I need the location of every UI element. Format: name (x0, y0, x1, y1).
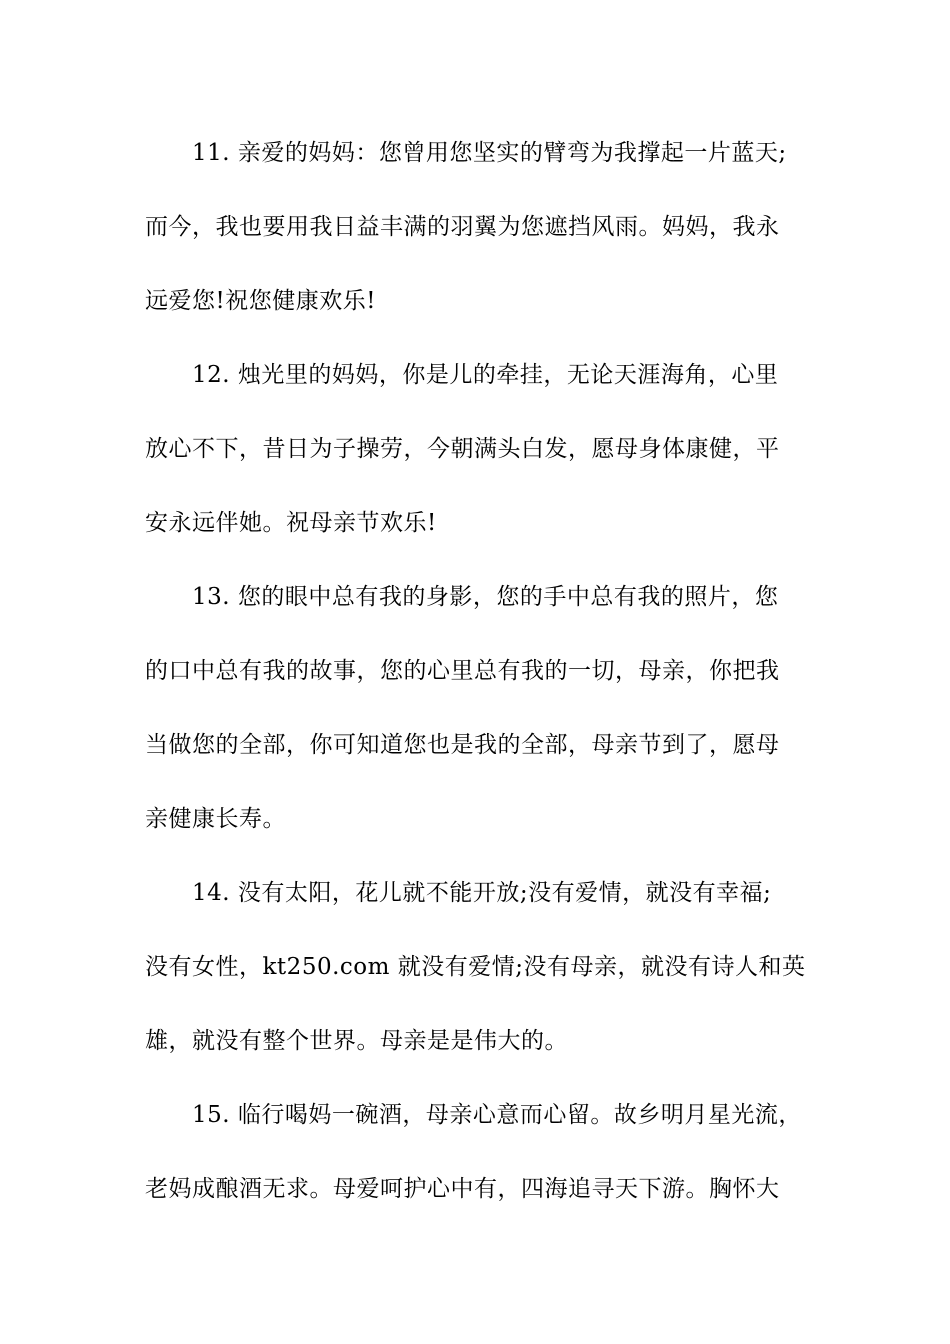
paragraph-line: 当做您的全部，你可知道您也是我的全部，母亲节到了，愿母 (145, 732, 780, 758)
paragraph-line: 安永远伴她。祝母亲节欢乐! (145, 510, 437, 536)
paragraph-line: 雄，就没有整个世界。母亲是是伟大的。 (145, 1028, 568, 1054)
paragraph-line: 12. 烛光里的妈妈，你是儿的牵挂，无论天涯海角，心里 (192, 362, 779, 388)
paragraph-line: 的口中总有我的故事，您的心里总有我的一切，母亲，你把我 (145, 658, 780, 684)
paragraph-line: 亲健康长寿。 (145, 806, 286, 832)
paragraph-line: 老妈成酿酒无求。母爱呵护心中有，四海追寻天下游。胸怀大 (145, 1176, 780, 1202)
paragraph-line: 没有女性，kt250.com 就没有爱情;没有母亲，就没有诗人和英 (145, 954, 806, 980)
paragraph-line: 11. 亲爱的妈妈：您曾用您坚实的臂弯为我撑起一片蓝天; (192, 140, 787, 166)
paragraph-line: 15. 临行喝妈一碗酒，母亲心意而心留。故乡明月星光流， (192, 1102, 802, 1128)
paragraph-line: 14. 没有太阳，花儿就不能开放;没有爱情，就没有幸福; (192, 880, 772, 906)
paragraph-line: 放心不下，昔日为子操劳，今朝满头白发，愿母身体康健，平 (145, 436, 780, 462)
paragraph-line: 13. 您的眼中总有我的身影，您的手中总有我的照片，您 (192, 584, 779, 610)
paragraph-line: 远爱您!祝您健康欢乐! (145, 288, 376, 314)
paragraph-line: 而今，我也要用我日益丰满的羽翼为您遮挡风雨。妈妈，我永 (145, 214, 780, 240)
